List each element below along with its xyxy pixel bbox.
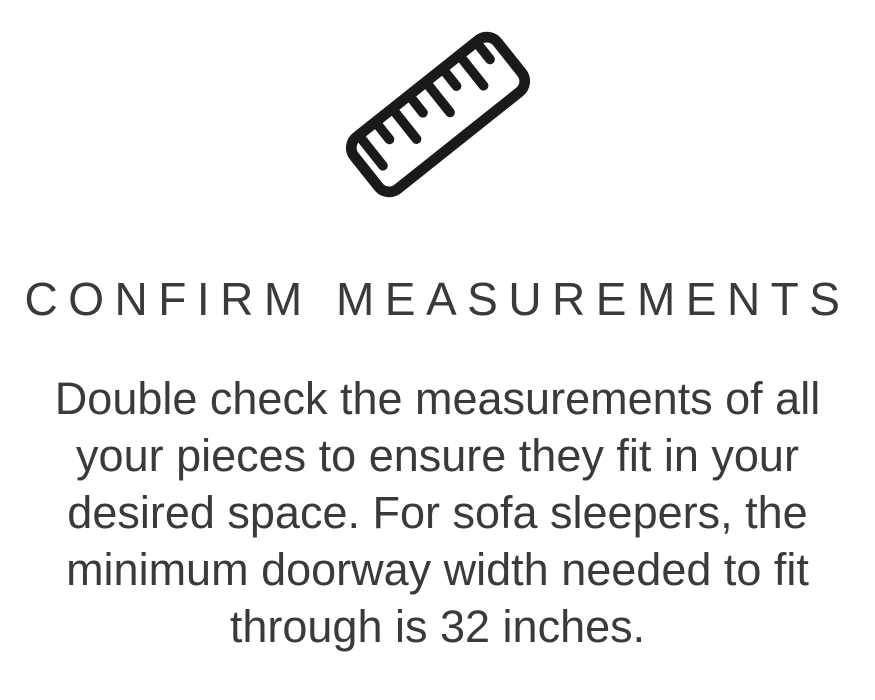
section-heading: CONFIRM MEASUREMENTS: [24, 273, 851, 325]
section-description: [28, 370, 848, 655]
description-line: desired space. For sofa sleepers, the: [67, 486, 808, 538]
description-line: through is 32 inches.: [229, 600, 646, 652]
description-line: your pieces to ensure they fit in your: [76, 429, 799, 481]
ruler-icon: [343, 22, 533, 207]
description-line: minimum doorway width needed to fit: [66, 543, 809, 595]
description-line: Double check the measurements of all: [54, 372, 821, 424]
